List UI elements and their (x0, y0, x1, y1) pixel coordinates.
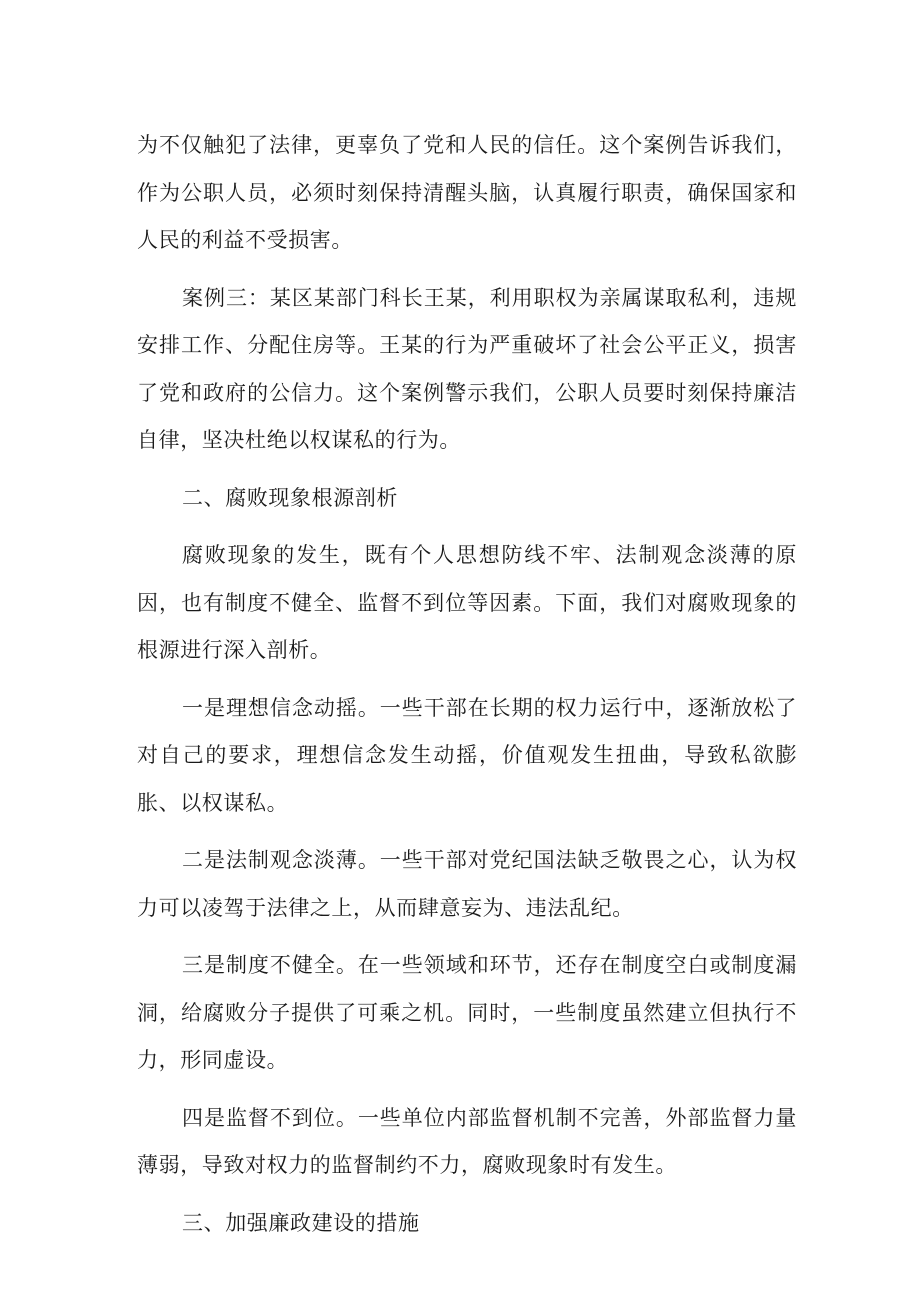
document-body (137, 122, 797, 1257)
paragraph-cause-two: 二是法制观念淡薄。一些干部对党纪国法缺乏敬畏之心，认为权力可以凌驾于法律之上，从而肆意妄为、违法乱纪。 (137, 848, 797, 920)
paragraph-case-three: 案例三：某区某部门科长王某，利用职权为亲属谋取私利，违规安排工作、分配住房等。王某的行为严重破坏了社会公平正义，损害了党和政府的公信力。这个案例警示我们，公职人员要时刻保持廉洁自律，坚决杜绝以权谋私的行为。 (137, 285, 797, 452)
section-heading-root-causes: 二、腐败现象根源剖析 (182, 485, 398, 510)
paragraph-cause-three: 三是制度不健全。在一些领域和环节，还存在制度空白或制度漏洞，给腐败分子提供了可乘之机。同时，一些制度虽然建立但执行不力，形同虚设。 (137, 953, 797, 1072)
paragraph-root-causes-intro: 腐败现象的发生，既有个人思想防线不牢、法制观念淡薄的原因，也有制度不健全、监督不到位等因素。下面，我们对腐败现象的根源进行深入剖析。 (137, 543, 797, 662)
paragraph-case-two-conclusion: 为不仅触犯了法律，更辜负了党和人民的信任。这个案例告诉我们，作为公职人员，必须时刻保持清醒头脑，认真履行职责，确保国家和人民的利益不受损害。 (137, 133, 797, 252)
paragraph-cause-one: 一是理想信念动摇。一些干部在长期的权力运行中，逐渐放松了对自己的要求，理想信念发生动摇，价值观发生扭曲，导致私欲膨胀、以权谋私。 (137, 695, 797, 815)
paragraph-cause-four: 四是监督不到位。一些单位内部监督机制不完善，外部监督力量薄弱，导致对权力的监督制约不力，腐败现象时有发生。 (137, 1105, 797, 1177)
section-heading-measures: 三、加强廉政建设的措施 (182, 1210, 420, 1235)
